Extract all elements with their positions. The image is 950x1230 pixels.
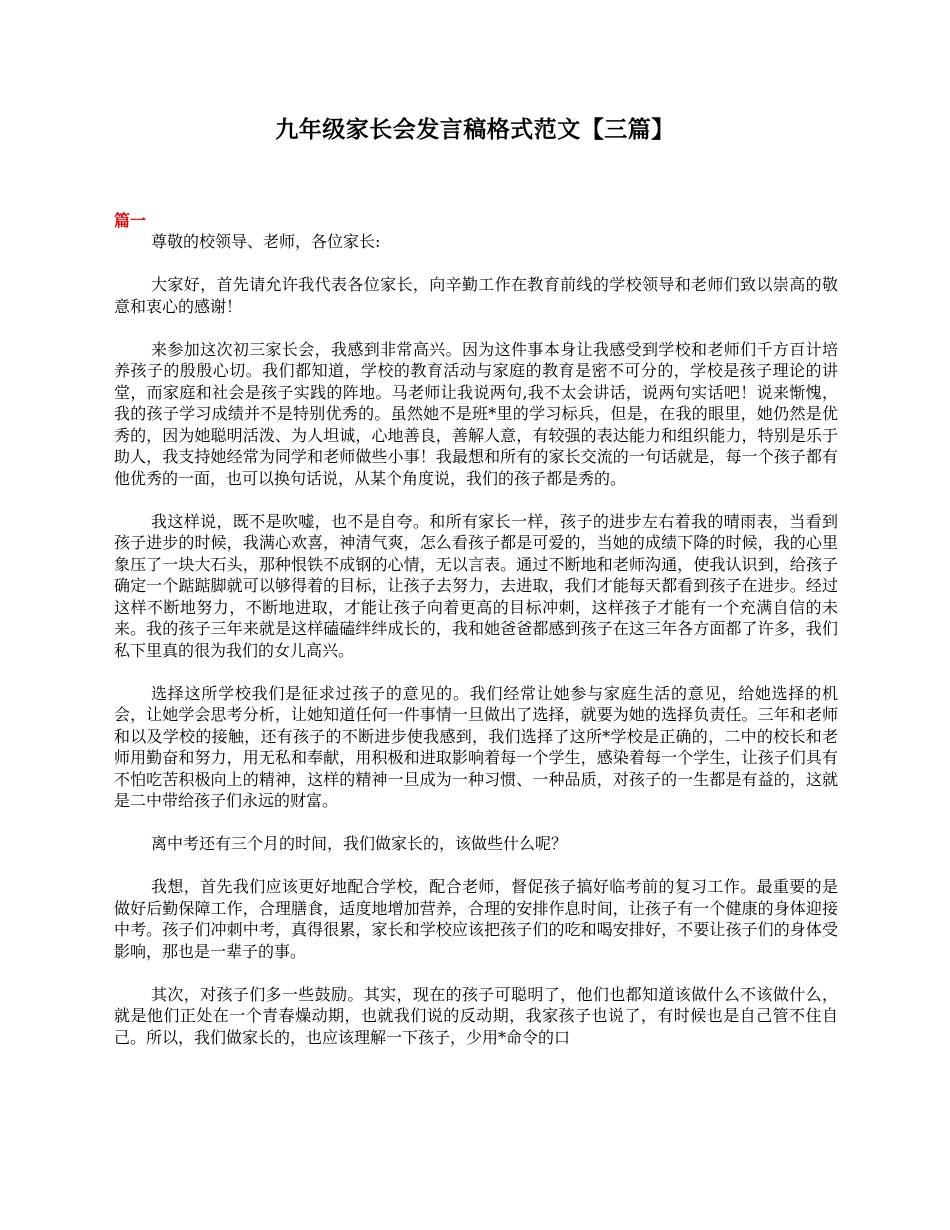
- document-body: [114, 231, 838, 1070]
- section-label: 篇一: [114, 211, 147, 230]
- page-title: 九年级家长会发言稿格式范文【三篇】: [275, 116, 675, 143]
- paragraph: 其次，对孩子们多一些鼓励。其实，现在的孩子可聪明了，他们也都知道该做什么不该做什么，就是他们正处在一个青春燥动期，也就我们说的反动期，我家孩子也说了，有时候也是自己管不住自己。所以，我们做家长的，也应该理解一下孩子，少用*命令的口: [114, 984, 838, 1047]
- paragraph: 选择这所学校我们是征求过孩子的意见的。我们经常让她参与家庭生活的意见，给她选择的机会，让她学会思考分析，让她知道任何一件事情一旦做出了选择，就要为她的选择负责任。三年和老师和以及学校的接触，还有孩子的不断进步使我感到，我们选择了这所*学校是正确的，二中的校长和老师用勤奋和努力，用无私和奉献，用积极和进取影响着每一个学生，感染着每一个学生，让孩子们具有不怕吃苦积极向上的精神，这样的精神一旦成为一种习惯、一种品质，对孩子的一生都是有益的，这就是二中带给孩子们永远的财富。: [114, 683, 838, 810]
- paragraph: 来参加这次初三家长会，我感到非常高兴。因为这件事本身让我感受到学校和老师们千方百计培养孩子的殷殷心切。我们都知道，学校的教育活动与家庭的教育是密不可分的，学校是孩子理论的讲堂，而家庭和社会是孩子实践的阵地。马老师让我说两句,我不太会讲话，说两句实话吧！说来惭愧，我的孩子学习成绩并不是特别优秀的。虽然她不是班*里的学习标兵，但是，在我的眼里，她仍然是优秀的，因为她聪明活泼、为人坦诚，心地善良，善解人意，有较强的表达能力和组织能力，特别是乐于助人，我支持她经常为同学和老师做些小事！我最想和所有的家长交流的一句话就是，每一个孩子都有他优秀的一面，也可以换句话说，从某个角度说，我们的孩子都是秀的。: [114, 339, 838, 488]
- paragraph-greeting: 尊敬的校领导、老师，各位家长:: [151, 232, 381, 251]
- paragraph: 大家好，首先请允许我代表各位家长，向辛勤工作在教育前线的学校领导和老师们致以崇高的敬意和衷心的感谢！: [114, 275, 838, 316]
- paragraph: 离中考还有三个月的时间，我们做家长的，该做些什么呢？: [151, 834, 568, 853]
- paragraph: 我这样说，既不是吹嘘，也不是自夸。和所有家长一样，孩子的进步左右着我的晴雨表，当看到孩子进步的时候，我满心欢喜，神清气爽，怎么看孩子都是可爱的，当她的成绩下降的时候，我的心里象压了一块大石头，那种恨铁不成钢的心情，无以言表。通过不断地和老师沟通，使我认识到，给孩子确定一个踮踮脚就可以够得着的目标，让孩子去努力，去进取，我们才能每天都看到孩子在进步。经过这样不断地努力，不断地进取，才能让孩子向着更高的目标冲刺，这样孩子才能有一个充满自信的未来。我的孩子三年来就是这样磕磕绊绊成长的，我和她爸爸都感到孩子在这三年各方面都了许多，我们私下里真的很为我们的女儿高兴。: [114, 511, 838, 660]
- paragraph: 我想，首先我们应该更好地配合学校，配合老师，督促孩子搞好临考前的复习工作。最重要的是做好后勤保障工作，合理膳食，适度地增加营养，合理的安排作息时间，让孩子有一个健康的身体迎接中考。孩子们冲刺中考，真得很累，家长和学校应该把孩子们的吃和喝安排好，不要让孩子们的身体受影响，那也是一辈子的事。: [114, 877, 838, 961]
